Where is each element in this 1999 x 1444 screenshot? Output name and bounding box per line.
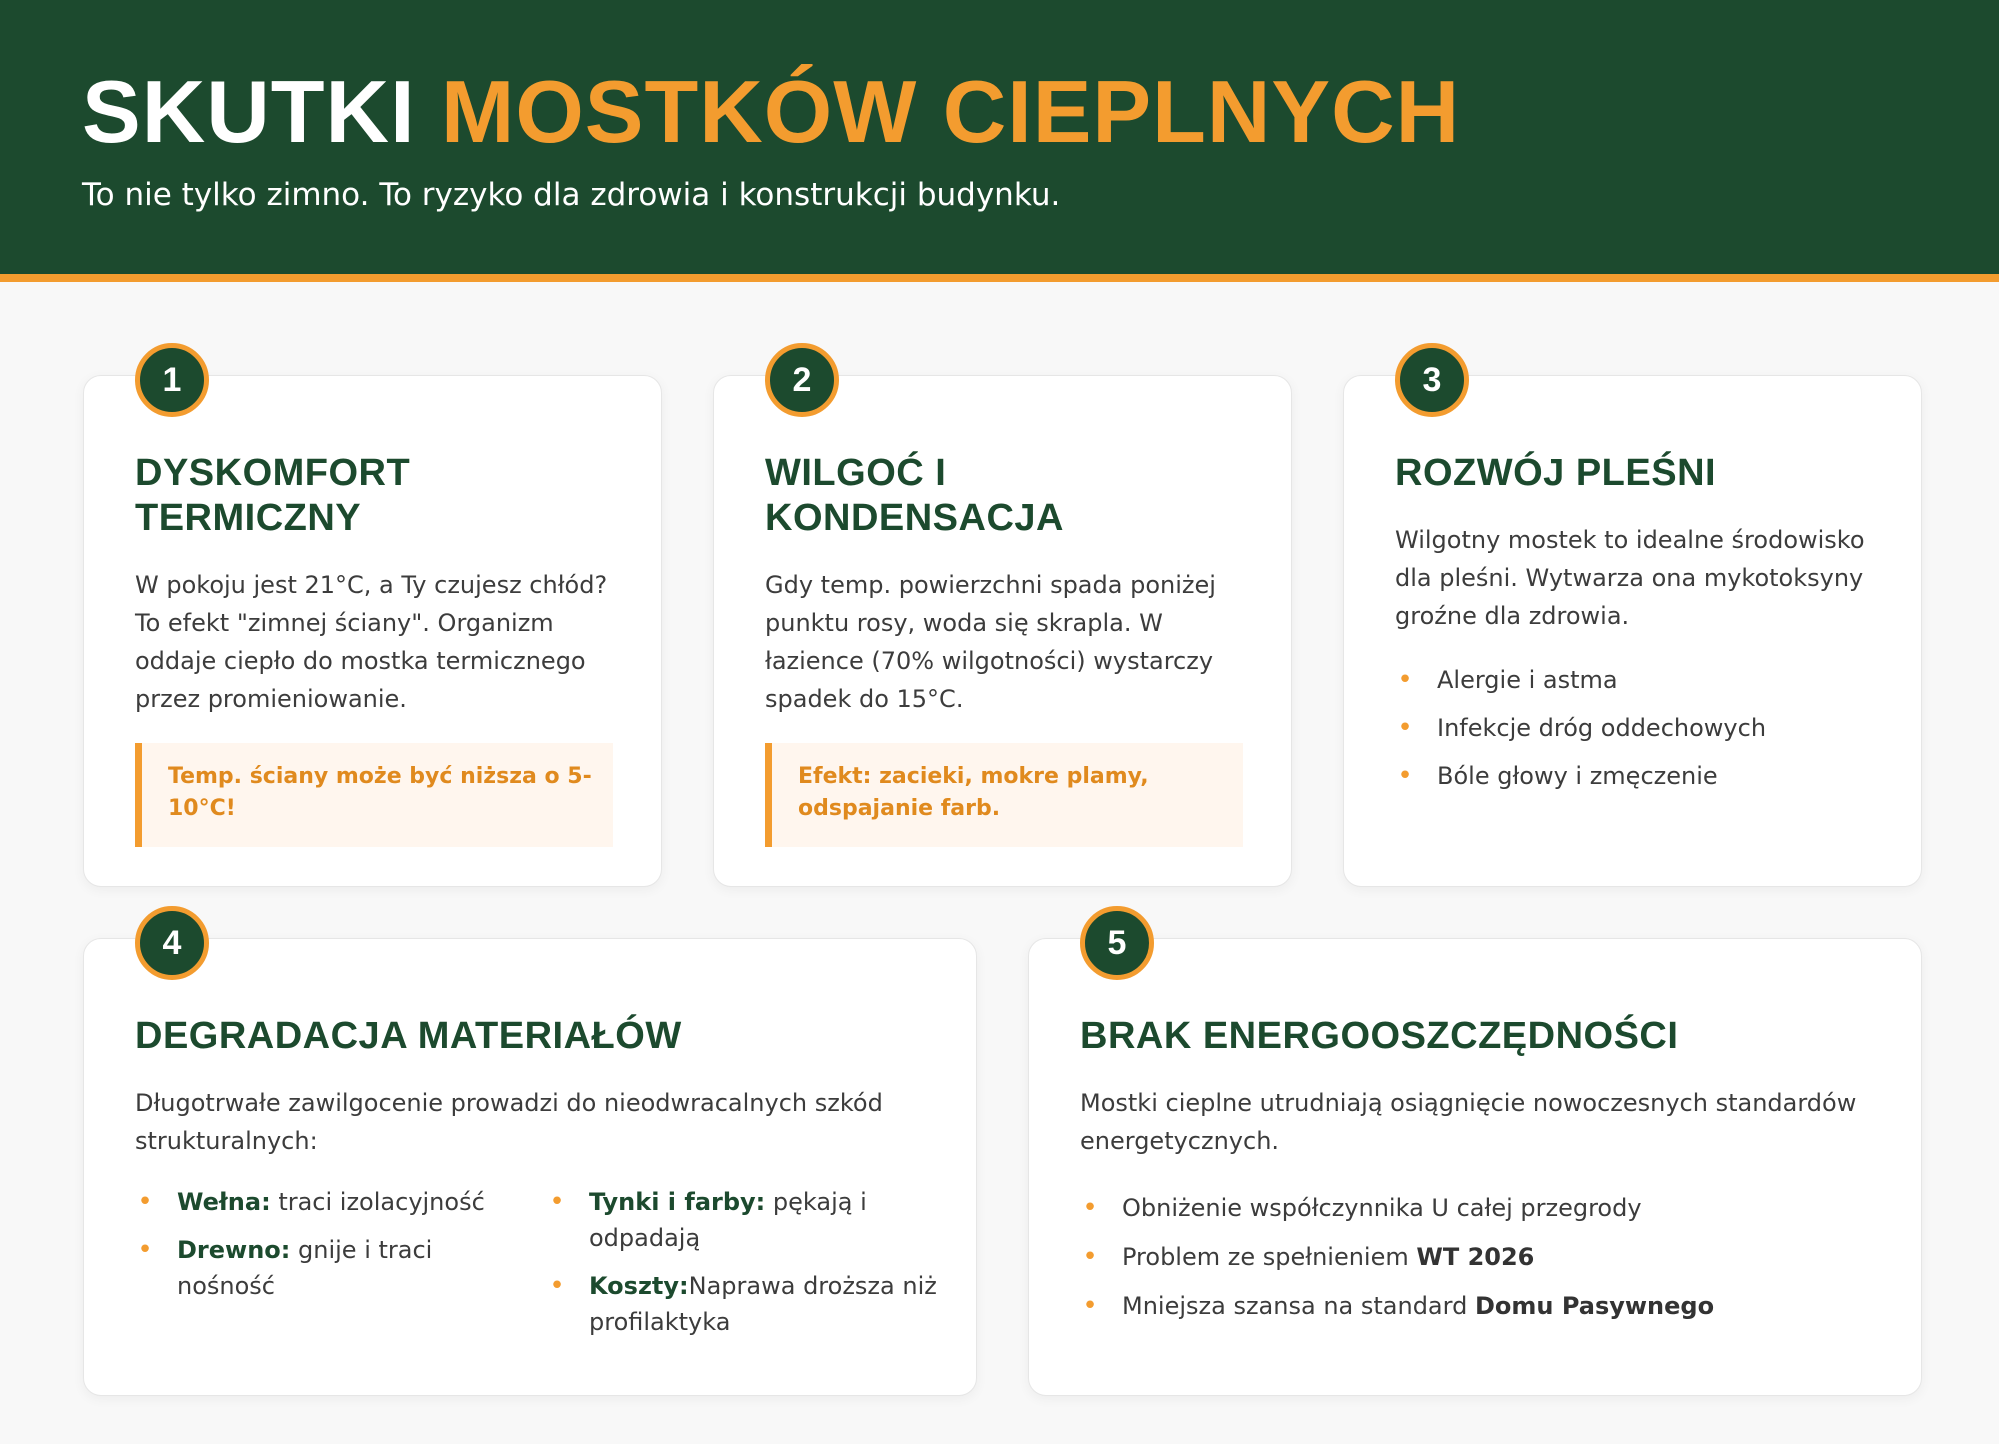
- card-title: [765, 451, 1064, 541]
- text-line: groźne dla zdrowia.: [1395, 602, 1630, 630]
- bullet-dot-icon: •: [1397, 713, 1413, 743]
- bullet-dot-icon: •: [549, 1187, 565, 1217]
- text-line: punktu rosy, woda się skrapla. W: [765, 609, 1163, 637]
- card-material-degradation: [83, 923, 977, 1396]
- text-line: spadek do 15°C.: [765, 685, 964, 713]
- card-title-line: DYSKOMFORT: [135, 452, 411, 494]
- card-description: [1395, 521, 1865, 635]
- page-subtitle: To nie tylko zimno. To ryzyko dla zdrowia i konstrukcji budynku.: [82, 177, 1061, 213]
- card-number-badge: 3: [1395, 343, 1469, 417]
- card-title-line: KONDENSACJA: [765, 497, 1064, 539]
- callout-line: 10°C!: [168, 796, 236, 821]
- card-title: [135, 451, 410, 541]
- text-line: Wilgotny mostek to idealne środowisko: [1395, 526, 1865, 554]
- bullet-dot-icon: •: [137, 1235, 153, 1265]
- callout-line: odspajanie farb.: [798, 796, 1001, 821]
- card-energy-efficiency: [1028, 923, 1922, 1396]
- card-description: [135, 566, 607, 718]
- card-mold-growth: [1343, 360, 1922, 887]
- card-title: DEGRADACJA MATERIAŁÓW: [135, 1015, 682, 1057]
- list-item: • Problem ze spełnieniem WT 2026: [1080, 1233, 1714, 1282]
- page-header: [0, 0, 1999, 282]
- card-title: BRAK ENERGOOSZCZĘDNOŚCI: [1080, 1015, 1679, 1057]
- callout-box: [135, 743, 613, 847]
- title-accent-part: MOSTKÓW CIEPLNYCH: [441, 62, 1461, 161]
- bullet-list-right: [547, 1184, 947, 1340]
- card-title-line: TERMICZNY: [135, 497, 362, 539]
- text-line: Gdy temp. powierzchni spada poniżej: [765, 571, 1216, 599]
- text-line: Długotrwałe zawilgocenie prowadzi do nieodwracalnych szkód: [135, 1089, 883, 1117]
- list-item: • Infekcje dróg oddechowych: [1395, 704, 1766, 752]
- list-item: • Wełna: traci izolacyjność: [135, 1184, 495, 1220]
- list-item: • Drewno: gnije i traci nośność: [135, 1232, 495, 1304]
- card-title: ROZWÓJ PLEŚNI: [1395, 452, 1717, 494]
- callout-box: [765, 743, 1243, 847]
- card-number-badge: 1: [135, 343, 209, 417]
- card-moisture-condensation: [713, 360, 1292, 887]
- text-line: oddaje ciepło do mostka termicznego: [135, 647, 586, 675]
- callout-line: Temp. ściany może być niższa o 5-: [168, 764, 592, 789]
- bullet-list: [1395, 656, 1766, 800]
- bullet-dot-icon: •: [1397, 761, 1413, 791]
- callout-line: Efekt: zacieki, mokre plamy,: [798, 764, 1149, 789]
- list-item: • Mniejsza szansa na standard Domu Pasywnego: [1080, 1282, 1714, 1331]
- list-item: • Bóle głowy i zmęczenie: [1395, 752, 1766, 800]
- list-item: • Koszty:Naprawa droższa niż profilaktyka: [547, 1268, 947, 1340]
- title-white-part: SKUTKI: [82, 62, 416, 161]
- bullet-dot-icon: •: [1082, 1242, 1098, 1272]
- card-number-badge: 5: [1080, 906, 1154, 980]
- bullet-dot-icon: •: [1082, 1193, 1098, 1223]
- text-line: energetycznych.: [1080, 1127, 1280, 1155]
- bullet-dot-icon: •: [549, 1271, 565, 1301]
- text-line: To efekt "zimnej ściany". Organizm: [135, 609, 554, 637]
- card-description: [1080, 1084, 1856, 1160]
- text-line: strukturalnych:: [135, 1127, 318, 1155]
- card-number-badge: 4: [135, 906, 209, 980]
- text-line: łazience (70% wilgotności) wystarczy: [765, 647, 1214, 675]
- bullet-list-left: [135, 1184, 495, 1304]
- list-item: • Tynki i farby: pękają i odpadają: [547, 1184, 947, 1256]
- list-item: • Obniżenie współczynnika U całej przegrody: [1080, 1184, 1714, 1233]
- text-line: przez promieniowanie.: [135, 685, 407, 713]
- page-title: [82, 62, 1460, 162]
- list-item: • Alergie i astma: [1395, 656, 1766, 704]
- card-number-badge: 2: [765, 343, 839, 417]
- card-description: [135, 1084, 883, 1160]
- bullet-dot-icon: •: [1082, 1291, 1098, 1321]
- card-description: [765, 566, 1216, 718]
- bullet-list: [1080, 1184, 1714, 1331]
- card-title-line: WILGOĆ I: [765, 452, 947, 494]
- card-thermal-discomfort: [83, 360, 662, 887]
- bullet-dot-icon: •: [1397, 665, 1413, 695]
- text-line: dla pleśni. Wytwarza ona mykotoksyny: [1395, 564, 1864, 592]
- text-line: Mostki cieplne utrudniają osiągnięcie nowoczesnych standardów: [1080, 1089, 1857, 1117]
- bullet-dot-icon: •: [137, 1187, 153, 1217]
- text-line: W pokoju jest 21°C, a Ty czujesz chłód?: [135, 571, 608, 599]
